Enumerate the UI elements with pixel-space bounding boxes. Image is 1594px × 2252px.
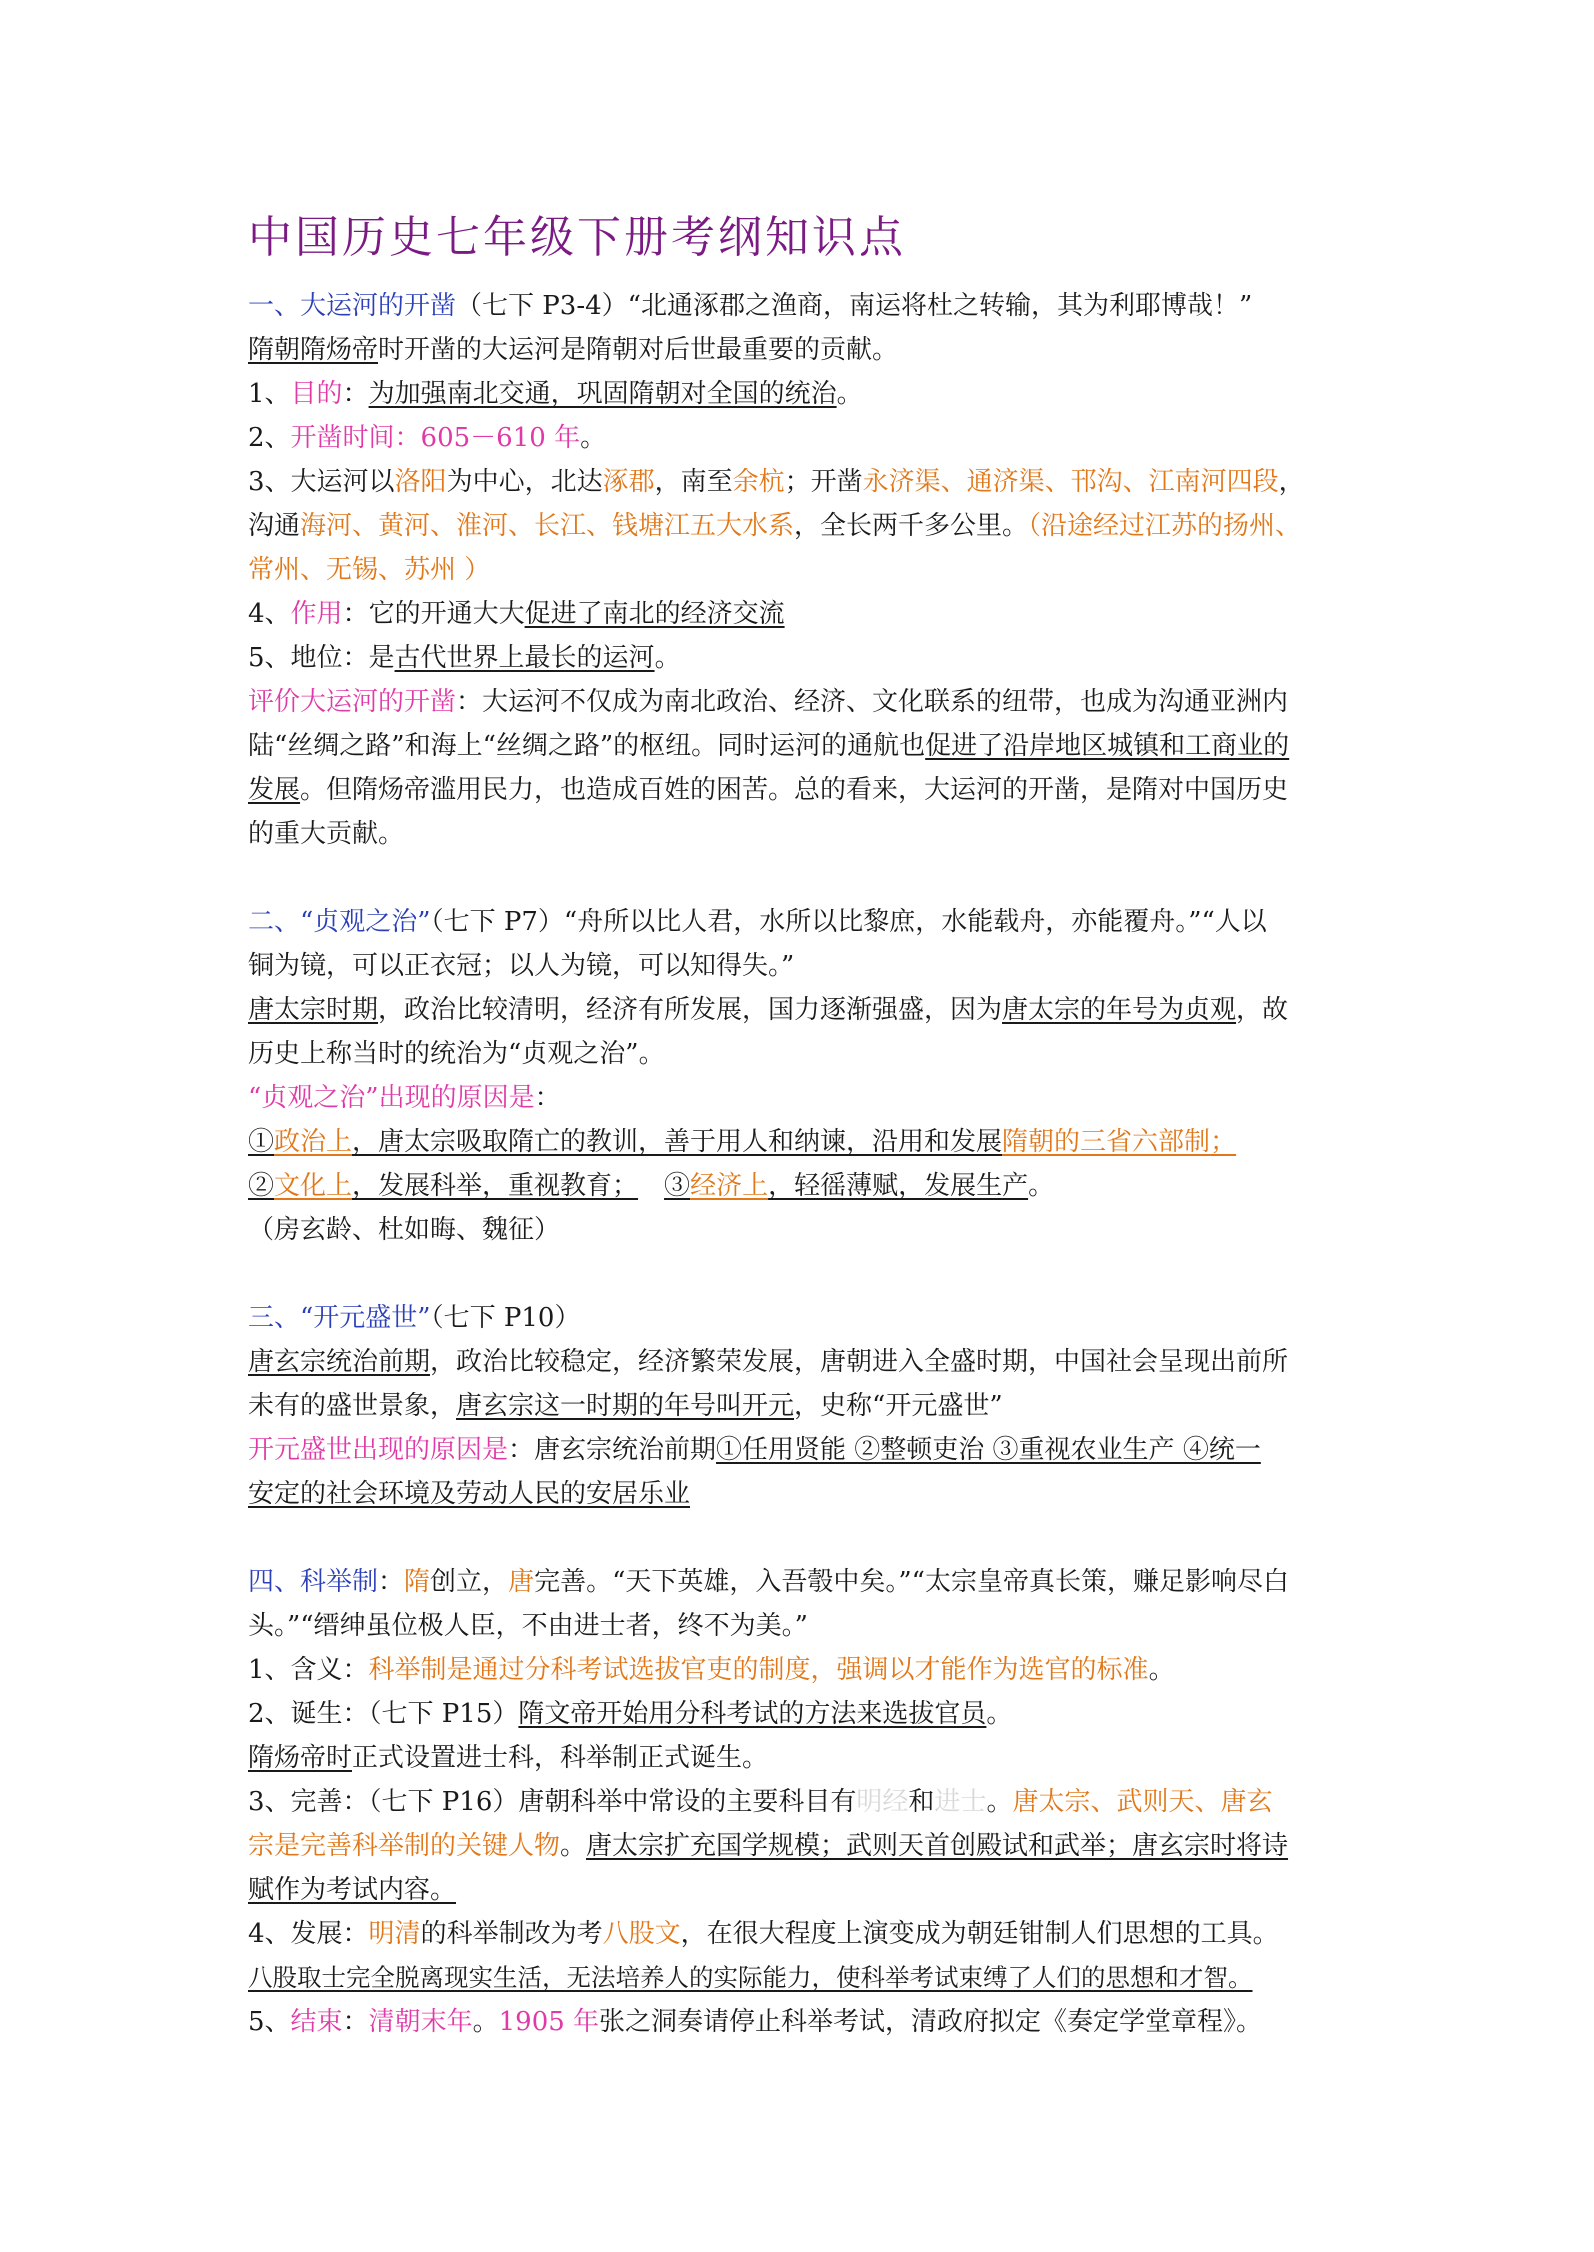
- keju-improve-1: 3、完善：（七下 P16）唐朝科举中常设的主要科目有明经和进士。唐太宗、武则天、唐玄: [248, 1787, 1273, 1817]
- keju-improve-2: 宗是完善科举制的关键人物。唐太宗扩充国学规模；武则天首创殿试和武举；唐玄宗时将诗: [248, 1831, 1289, 1861]
- zhenguan-para-1: 唐太宗时期，政治比较清明，经济有所发展，国力逐渐强盛，因为唐太宗的年号为贞观，故: [248, 995, 1289, 1025]
- kaiyuan-para-1: 唐玄宗统治前期，政治比较稳定，经济繁荣发展，唐朝进入全盛时期，中国社会呈现出前所: [248, 1347, 1289, 1377]
- canal-evaluation-3: 发展。但隋炀帝滥用民力，也造成百姓的困苦。总的看来，大运河的开凿，是隋对中国历史: [248, 775, 1289, 805]
- canal-route-1: 3、大运河以洛阳为中心，北达涿郡，南至余杭；开凿永济渠、通济渠、邗沟、江南河四段，: [248, 467, 1305, 497]
- keju-improve-3: 赋作为考试内容。: [248, 1875, 457, 1905]
- canal-evaluation-2: 陆“丝绸之路”和海上“丝绸之路”的枢纽。同时运河的通航也促进了沿岸地区城镇和工商业的: [248, 731, 1290, 761]
- canal-route-3: 常州、无锡、苏州 ）: [248, 555, 491, 585]
- zhenguan-reason-1: ①政治上，唐太宗吸取隋亡的教训，善于用人和纳谏，沿用和发展隋朝的三省六部制；: [248, 1127, 1237, 1157]
- zhenguan-reason-2: ②文化上，发展科举，重视教育； ③经济上，轻徭薄赋，发展生产。: [248, 1171, 1055, 1201]
- canal-status: 5、地位：是古代世界上最长的运河。: [248, 643, 681, 673]
- kaiyuan-reason-1: 开元盛世出现的原因是：唐玄宗统治前期①任用贤能 ②整顿吏治 ③重视农业生产 ④统一: [248, 1435, 1261, 1465]
- section-2-quote: 铜为镜，可以正衣冠；以人为镜，可以知得失。”: [248, 951, 795, 981]
- spacer: [248, 1252, 1360, 1296]
- spacer: [248, 856, 1360, 900]
- canal-evaluation-1: 评价大运河的开凿：大运河不仅成为南北政治、经济、文化联系的纽带，也成为沟通亚洲内: [248, 687, 1289, 717]
- canal-time: 2、开凿时间：605－610 年。: [248, 423, 607, 453]
- kaiyuan-reason-2: 安定的社会环境及劳动人民的安居乐业: [248, 1479, 691, 1509]
- page-title: 中国历史七年级下册考纲知识点: [248, 212, 906, 263]
- canal-purpose: 1、目的：为加强南北交通，巩固隋朝对全国的统治。: [248, 379, 863, 409]
- section-1-heading: 一、大运河的开凿（七下 P3-4）“北通涿郡之渔商，南运将杜之转输，其为利耶博哉！”: [248, 291, 1253, 321]
- document-page: [248, 208, 1360, 2044]
- section-2-heading: 二、“贞观之治”（七下 P7）“舟所以比人君，水所以比黎庶，水能载舟，亦能覆舟。”“人以: [248, 907, 1267, 937]
- zhenguan-para-2: 历史上称当时的统治为“贞观之治”。: [248, 1039, 665, 1069]
- section-4-heading: 四、科举制：隋创立，唐完善。“天下英雄，入吾彀中矣。”“太宗皇帝真长策，赚足影响尽白: [248, 1567, 1289, 1597]
- spacer: [248, 1516, 1360, 1560]
- keju-end: 5、结束：清朝末年。1905 年张之洞奏请停止科举考试，清政府拟定《奏定学堂章程》。: [248, 2007, 1263, 2037]
- canal-effect: 4、作用：它的开通大大促进了南北的经济交流: [248, 599, 785, 629]
- section-1-intro: 隋朝隋炀帝时开凿的大运河是隋朝对后世最重要的贡献。: [248, 335, 899, 365]
- zhenguan-reason-heading: “贞观之治”出现的原因是：: [248, 1083, 561, 1113]
- keju-develop-2: 八股取士完全脱离现实生活，无法培养人的实际能力，使科举考试束缚了人们的思想和才智。: [248, 1963, 1253, 1992]
- section-4-quote: 头。”“缙绅虽位极人臣，不由进士者，终不为美。”: [248, 1611, 808, 1641]
- section-3-heading: 三、“开元盛世”（七下 P10）: [248, 1303, 581, 1333]
- canal-route-2: 沟通海河、黄河、淮河、长江、钱塘江五大水系，全长两千多公里。（沿途经过江苏的扬州、: [248, 511, 1302, 541]
- keju-definition: 1、含义：科举制是通过分科考试选拔官吏的制度，强调以才能作为选官的标准。: [248, 1655, 1175, 1685]
- keju-birth-1: 2、诞生：（七下 P15）隋文帝开始用分科考试的方法来选拔官员。: [248, 1699, 1013, 1729]
- keju-develop-1: 4、发展：明清的科举制改为考八股文，在很大程度上演变成为朝廷钳制人们思想的工具。: [248, 1919, 1279, 1949]
- zhenguan-ministers: （房玄龄、杜如晦、魏征）: [248, 1215, 561, 1245]
- kaiyuan-para-2: 未有的盛世景象，唐玄宗这一时期的年号叫开元，史称“开元盛世”: [248, 1391, 1003, 1421]
- keju-birth-2: 隋炀帝时正式设置进士科，科举制正式诞生。: [248, 1743, 769, 1773]
- canal-evaluation-4: 的重大贡献。: [248, 819, 405, 849]
